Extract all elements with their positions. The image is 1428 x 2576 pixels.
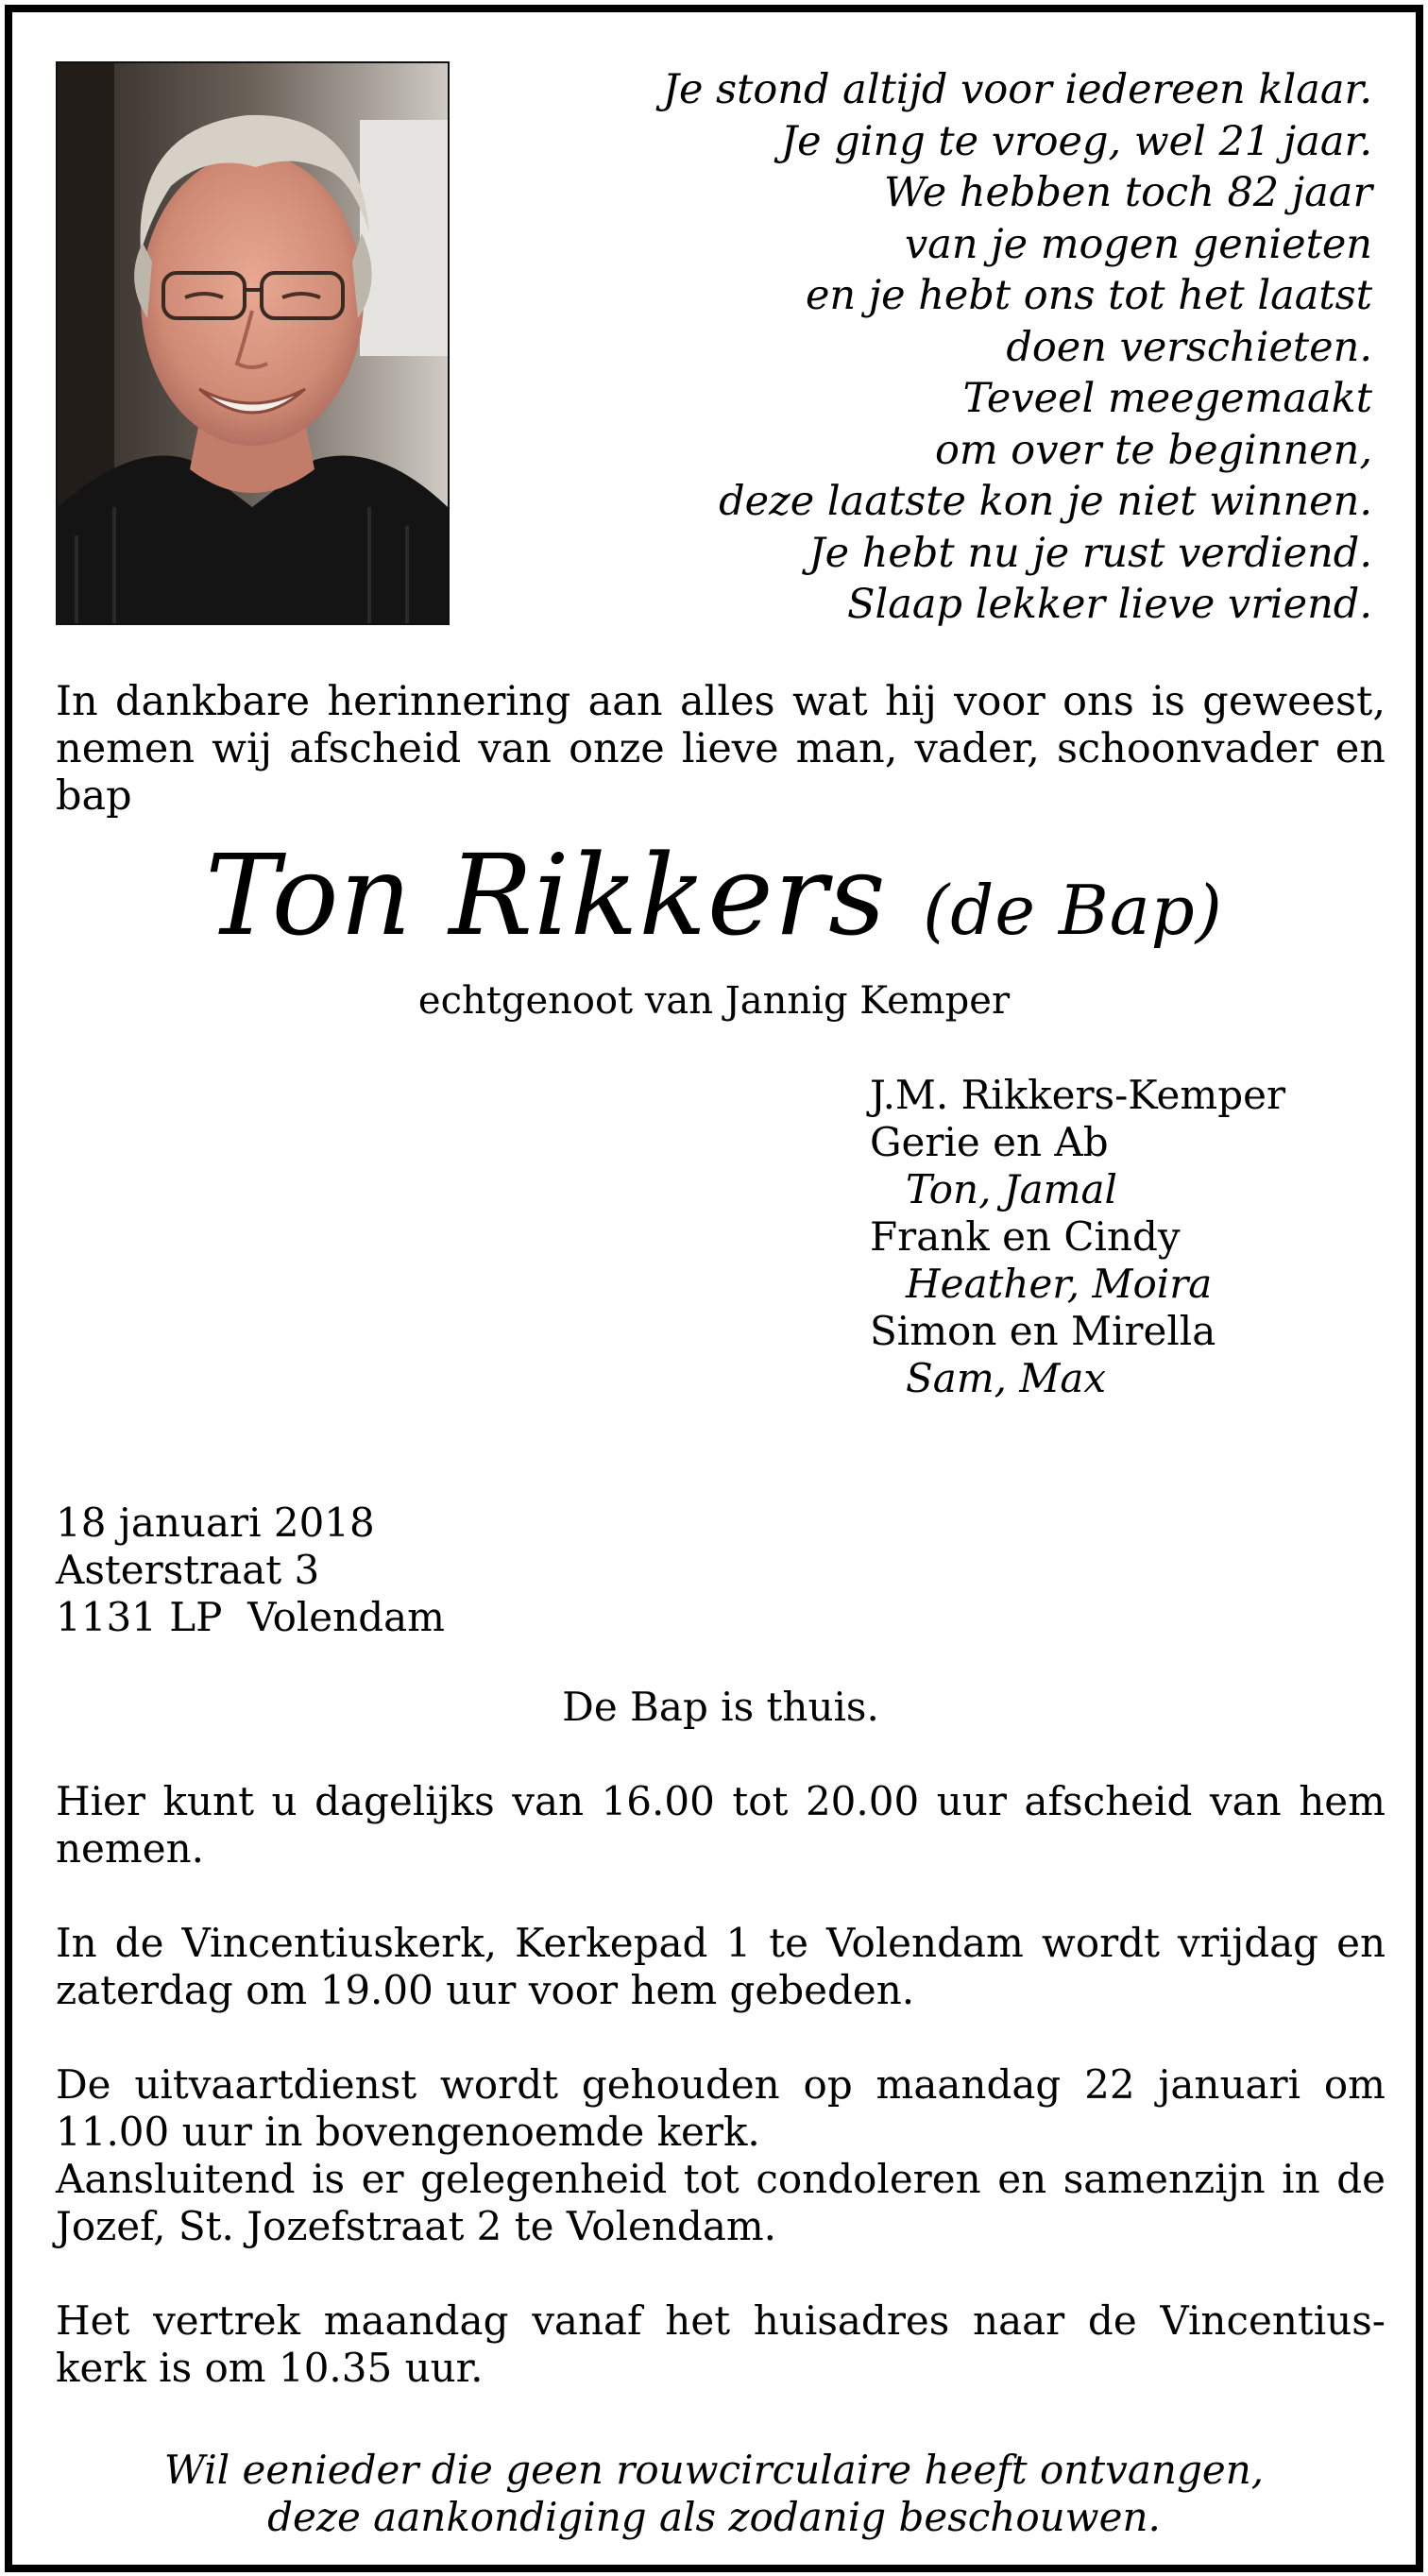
poem-line: om over te beginnen, <box>934 426 1372 474</box>
grandchildren: Ton, Jamal <box>906 1166 1117 1212</box>
poem-line: en je hebt ons tot het laatst <box>805 272 1372 319</box>
grandchildren: Sam, Max <box>906 1355 1107 1401</box>
condolence-notice: Aansluitend is er gelegenheid tot condoleren en samenzijn in de Jozef, St. Jozefstraat 2 te Volendam. <box>56 2156 1386 2249</box>
family-list <box>870 1072 1399 1402</box>
intro-text <box>56 678 1386 820</box>
closing-line: deze aankondiging als zodanig beschouwen. <box>267 2494 1161 2540</box>
deceased-name-heading <box>12 830 1416 972</box>
home-address <box>56 1500 622 1641</box>
intro-line: In dankbare herinnering aan alles wat hij voor ons is geweest, <box>56 678 1386 725</box>
poem-line: deze laatste kon je niet winnen. <box>719 478 1372 525</box>
family-member: Gerie en Ab <box>870 1119 1109 1165</box>
home-notice: De Bap is thuis. <box>562 1684 879 1730</box>
service-notice: De uitvaartdienst wordt gehouden op maandag 22 januari om 11.00 uur in bovengenoemde kerk. <box>56 2061 1386 2155</box>
poem <box>522 64 1372 631</box>
visiting-notice: Hier kunt u dagelijks van 16.00 tot 20.00 uur afscheid van hem nemen. <box>56 1778 1386 1872</box>
portrait-photo <box>56 61 450 625</box>
poem-line: Je stond altijd voor iedereen klaar. <box>662 66 1372 113</box>
family-member: Simon en Mirella <box>870 1308 1216 1354</box>
prayer-notice: In de Vincentiuskerk, Kerkepad 1 te Volendam wordt vrijdag en zaterdag om 19.00 uur voor hem gebeden. <box>56 1920 1386 2013</box>
deceased-name: Ton Rikkers <box>205 830 887 960</box>
portrait-illustration <box>58 63 448 623</box>
deceased-nickname: (de Bap) <box>923 871 1223 950</box>
obituary-card <box>5 5 1423 2572</box>
intro-line: bap <box>56 772 132 820</box>
family-member: J.M. Rikkers-Kemper <box>870 1072 1286 1118</box>
spouse-line: echtgenoot van Jannig Kemper <box>417 979 1011 1023</box>
family-member: Frank en Cindy <box>870 1213 1181 1260</box>
grandchildren: Heather, Moira <box>906 1261 1213 1307</box>
poem-line: Slaap lekker lieve vriend. <box>847 581 1372 628</box>
poem-line: van je mogen genieten <box>904 220 1372 268</box>
closing-line: Wil eenieder die geen rouwcirculaire heeft ontvangen, <box>163 2447 1265 2493</box>
date-of-death: 18 januari 2018 <box>56 1500 375 1546</box>
poem-line: Teveel meegemaakt <box>962 375 1372 422</box>
poem-line: We hebben toch 82 jaar <box>884 169 1372 216</box>
poem-line: doen verschieten. <box>1006 323 1372 371</box>
postal-city: 1131 LP Volendam <box>56 1594 445 1640</box>
poem-line: Je hebt nu je rust verdiend. <box>808 529 1372 577</box>
street: Asterstraat 3 <box>56 1547 320 1593</box>
departure-notice: Het vertrek maandag vanaf het huisadres naar de Vincentius-kerk is om 10.35 uur. <box>56 2297 1386 2391</box>
poem-line: Je ging te vroeg, wel 21 jaar. <box>780 117 1372 165</box>
closing-note <box>12 2447 1416 2541</box>
intro-line: nemen wij afscheid van onze lieve man, vader, schoonvader en <box>56 725 1386 772</box>
